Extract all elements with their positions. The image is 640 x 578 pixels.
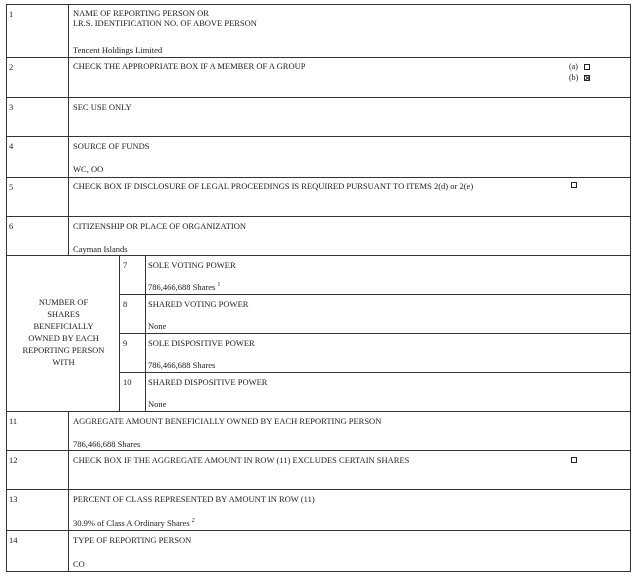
row-label: CHECK BOX IF THE AGGREGATE AMOUNT IN ROW (11) EXCLUDES CERTAIN SHARES: [73, 455, 410, 465]
row-number: 6: [9, 221, 14, 231]
checkbox-a[interactable]: [584, 64, 590, 70]
row-number: 8: [123, 299, 128, 309]
row-number: 12: [9, 455, 18, 465]
row-label: SOLE DISPOSITIVE POWER: [148, 338, 255, 348]
row-8: [120, 295, 630, 334]
shared-voting-power-value: None: [148, 321, 167, 331]
row-number: 9: [123, 338, 128, 348]
row-label: CHECK BOX IF DISCLOSURE OF LEGAL PROCEEDINGS IS REQUIRED PURSUANT TO ITEMS 2(d) or 2(e): [73, 181, 474, 191]
row-13: [7, 490, 630, 531]
row-label: SHARED VOTING POWER: [148, 299, 249, 309]
row-number: 14: [9, 535, 18, 545]
legal-proceedings-checkbox[interactable]: [571, 182, 577, 188]
row-number: 3: [9, 102, 14, 112]
reporting-person-type-value: CO: [73, 559, 85, 569]
sole-dispositive-power-value: 786,466,688 Shares: [148, 360, 216, 370]
row-number: 10: [123, 377, 132, 387]
row-7: [120, 256, 630, 295]
row-label: CHECK THE APPROPRIATE BOX IF A MEMBER OF A GROUP: [73, 61, 306, 71]
aggregate-amount-value: 786,466,688 Shares: [73, 439, 141, 449]
row-number: 1: [9, 9, 14, 19]
percent-of-class-value: 30.9% of Class A Ordinary Shares $^2$: [73, 518, 195, 528]
row-12: [7, 451, 630, 490]
row-label: SOURCE OF FUNDS: [73, 141, 150, 151]
cover-page-form: [6, 4, 631, 572]
row-label: TYPE OF REPORTING PERSON: [73, 535, 192, 545]
footnote-marker: 1: [217, 282, 221, 289]
row-label: SEC USE ONLY: [73, 102, 132, 112]
row-label: SHARED DISPOSITIVE POWER: [148, 377, 268, 387]
checkbox-b-checked[interactable]: [584, 75, 590, 81]
reporting-person-name: Tencent Holdings Limited: [73, 45, 163, 55]
row-label: SOLE VOTING POWER: [148, 260, 236, 270]
citizenship-value: Cayman Islands: [73, 244, 128, 254]
row-label: PERCENT OF CLASS REPRESENTED BY AMOUNT IN ROW (11): [73, 494, 315, 504]
row-3: [7, 98, 630, 137]
row-9: [120, 334, 630, 373]
row-number: 7: [123, 260, 128, 270]
shares-owned-block-label: NUMBER OF SHARES BENEFICIALLY OWNED BY EACH REPORTING PERSON WITH: [7, 256, 120, 412]
row-number: 4: [9, 141, 14, 151]
row-11: [7, 412, 630, 451]
option-b: (b): [569, 73, 590, 82]
row-2: [7, 58, 630, 98]
row-1: [7, 5, 630, 58]
option-a: (a): [569, 62, 590, 71]
row-number: 13: [9, 494, 18, 504]
row-14: [7, 531, 630, 572]
excludes-shares-checkbox[interactable]: [571, 457, 577, 463]
source-of-funds-value: WC, OO: [73, 164, 104, 174]
sole-voting-power-value: 786,466,688 Shares $^1$: [148, 282, 221, 292]
row-number: 2: [9, 62, 14, 72]
row-10: [120, 373, 630, 412]
row-number: 5: [9, 182, 14, 192]
row-label: CITIZENSHIP OR PLACE OF ORGANIZATION: [73, 221, 246, 231]
shared-dispositive-power-value: None: [148, 399, 167, 409]
row-6: [7, 217, 630, 256]
row-4: [7, 137, 630, 178]
row-label: NAME OF REPORTING PERSON OR I.R.S. IDENTIFICATION NO. OF ABOVE PERSON: [73, 8, 257, 28]
row-5: [7, 178, 630, 217]
row-number: 11: [9, 416, 18, 426]
row-label: AGGREGATE AMOUNT BENEFICIALLY OWNED BY EACH REPORTING PERSON: [73, 416, 382, 426]
footnote-marker: 2: [191, 518, 195, 525]
